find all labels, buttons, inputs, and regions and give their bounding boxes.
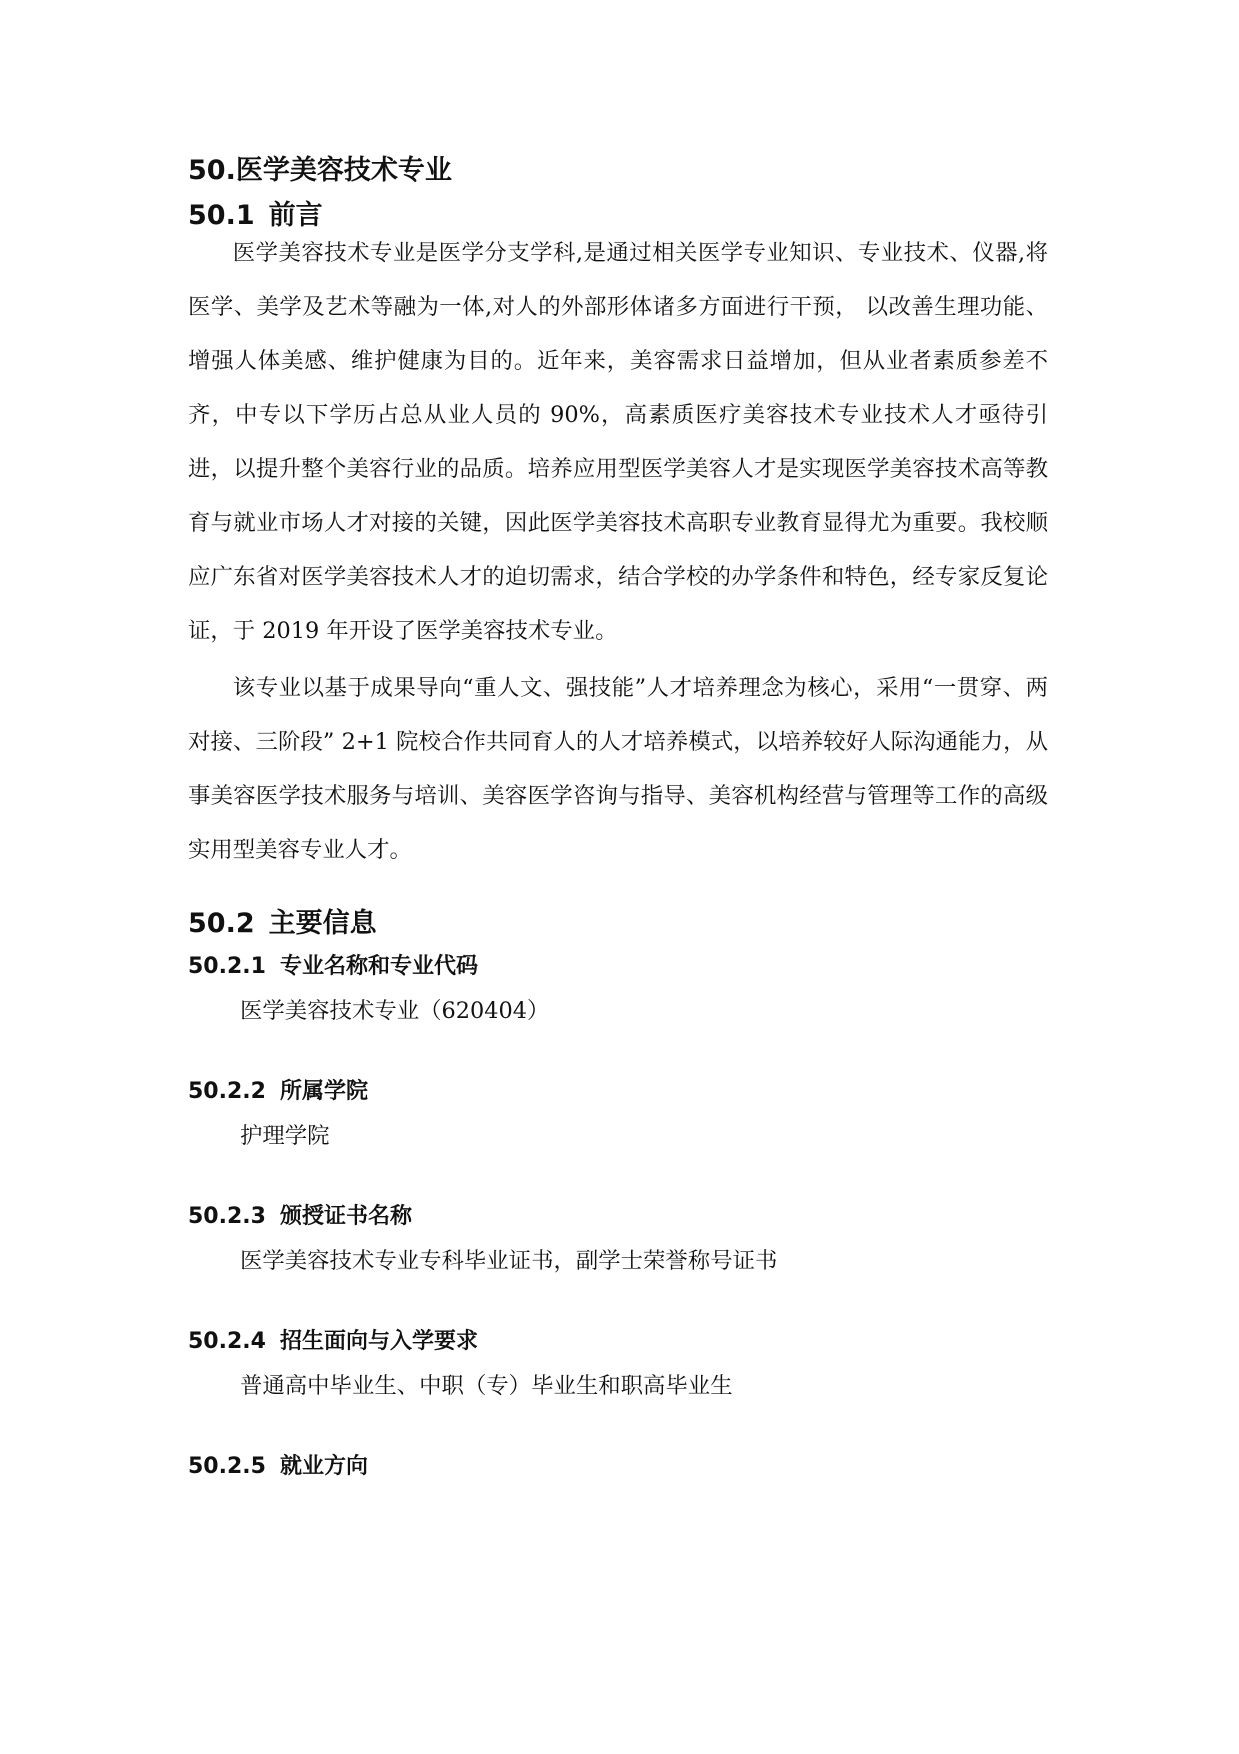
subsection-title: 专业名称和专业代码 xyxy=(279,954,478,979)
admission-value: 普通高中毕业生、中职（专）毕业生和职高毕业生 xyxy=(240,1373,733,1399)
major-code-value: 医学美容技术专业（620404） xyxy=(240,998,550,1024)
subsection-heading-major-code xyxy=(188,952,478,982)
subsection-number: 50.2.5 xyxy=(188,1454,266,1479)
subsection-title: 所属学院 xyxy=(279,1079,368,1104)
subsection-heading-college xyxy=(188,1077,368,1107)
subsection-number: 50.2.3 xyxy=(188,1204,266,1229)
subsection-number: 50.2.4 xyxy=(188,1329,266,1354)
section-number: 50.1 xyxy=(188,200,255,231)
subsection-title: 招生面向与入学要求 xyxy=(279,1329,478,1354)
subsection-heading-certificate xyxy=(188,1202,412,1232)
subsection-heading-employment xyxy=(188,1452,368,1482)
section-title: 前言 xyxy=(268,200,323,231)
section-heading-main-info xyxy=(188,906,377,942)
college-value: 护理学院 xyxy=(240,1123,330,1149)
subsection-number: 50.2.1 xyxy=(188,954,266,979)
page-title: 50.医学美容技术专业 xyxy=(188,155,452,186)
subsection-number: 50.2.2 xyxy=(188,1079,266,1104)
certificate-value: 医学美容技术专业专科毕业证书，副学士荣誉称号证书 xyxy=(240,1248,778,1274)
subsection-title: 就业方向 xyxy=(279,1454,368,1479)
preface-paragraph-1: 医学美容技术专业是医学分支学科,是通过相关医学专业知识、专业技术、仪器,将医学、美学及艺术等融为一体,对人的外部形体诸多方面进行干预， 以改善生理功能、增强人体美感、维护健康为目的。近年来，美容需求日益增加，但从业者素质参差不齐，中专以下学历占总从业人员的 90%，高素质医疗美容技术专业技术人才亟待引进，以提升整个美容行业的品质。培养应用型医学美容人才是实现医学美容技术高等教育与就业市场人才对接的关键，因此医学美容技术高职专业教育显得尤为重要。我校顺应广东省对医学美容技术人才的迫切需求，结合学校的办学条件和特色，经专家反复论证，于 2019 年开设了医学美容技术专业。 xyxy=(188,240,1048,644)
section-title: 主要信息 xyxy=(268,908,377,939)
preface-paragraph-2: 该专业以基于成果导向“重人文、强技能”人才培养理念为核心，采用“一贯穿、两对接、三阶段” 2+1 院校合作共同育人的人才培养模式，以培养较好人际沟通能力，从事美容医学技术服务与培训、美容医学咨询与指导、美容机构经营与管理等工作的高级实用型美容专业人才。 xyxy=(188,675,1048,863)
subsection-title: 颁授证书名称 xyxy=(279,1204,412,1229)
section-number: 50.2 xyxy=(188,908,255,939)
subsection-heading-admission xyxy=(188,1327,478,1357)
